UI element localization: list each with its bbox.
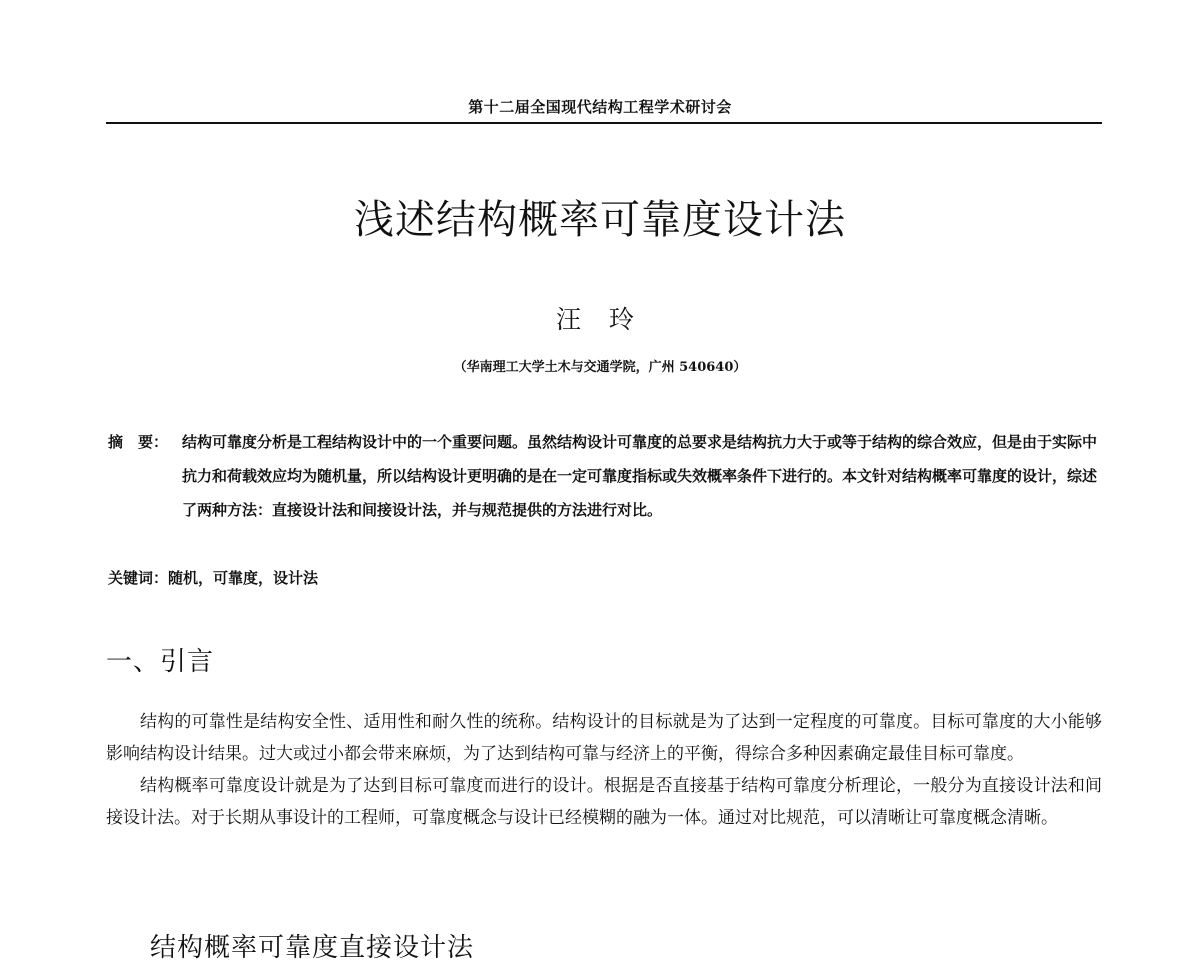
paper-title: 浅述结构概率可靠度设计法 — [354, 197, 846, 243]
author-affiliation: （华南理工大学土木与交通学院，广州 540640） — [453, 360, 747, 375]
section-body-introduction — [106, 706, 1102, 834]
abstract-text: 结构可靠度分析是工程结构设计中的一个重要问题。虽然结构设计可靠度的总要求是结构抗力大于或等于结构的综合效应，但是由于实际中抗力和荷载效应均为随机量，所以结构设计更明确的是在一定可靠度指标或失效概率条件下进行的。本文针对结构概率可靠度的设计，综述了两种方法：直接设计法和间接设计法，并与规范提供的方法进行对比。 — [182, 433, 1098, 519]
keywords-label: 关键词： — [108, 569, 169, 587]
keywords-block — [108, 564, 1102, 592]
abstract-block — [108, 425, 1102, 527]
header-rule — [106, 122, 1102, 124]
abstract-label: 摘 要： — [108, 433, 169, 451]
body-paragraph: 结构的可靠性是结构安全性、适用性和耐久性的统称。结构设计的目标就是为了达到一定程度的可靠度。目标可靠度的大小能够影响结构设计结果。过大或过小都会带来麻烦，为了达到结构可靠与经济上的平衡，得综合多种因素确定最佳目标可靠度。 — [106, 712, 1102, 764]
running-header: 第十二届全国现代结构工程学术研讨会 — [468, 98, 732, 116]
section-heading-introduction: 一、引言 — [106, 647, 215, 677]
body-paragraph: 结构概率可靠度设计就是为了达到目标可靠度而进行的设计。根据是否直接基于结构可靠度分析理论，一般分为直接设计法和间接设计法。对于长期从事设计的工程师，可靠度概念与设计已经模糊的融为一体。通过对比规范，可以清晰让可靠度概念清晰。 — [106, 776, 1102, 828]
author-name: 汪 玲 — [556, 305, 644, 334]
keywords-text: 随机，可靠度，设计法 — [168, 569, 319, 587]
section-heading-direct-design: 结构概率可靠度直接设计法 — [150, 933, 475, 963]
